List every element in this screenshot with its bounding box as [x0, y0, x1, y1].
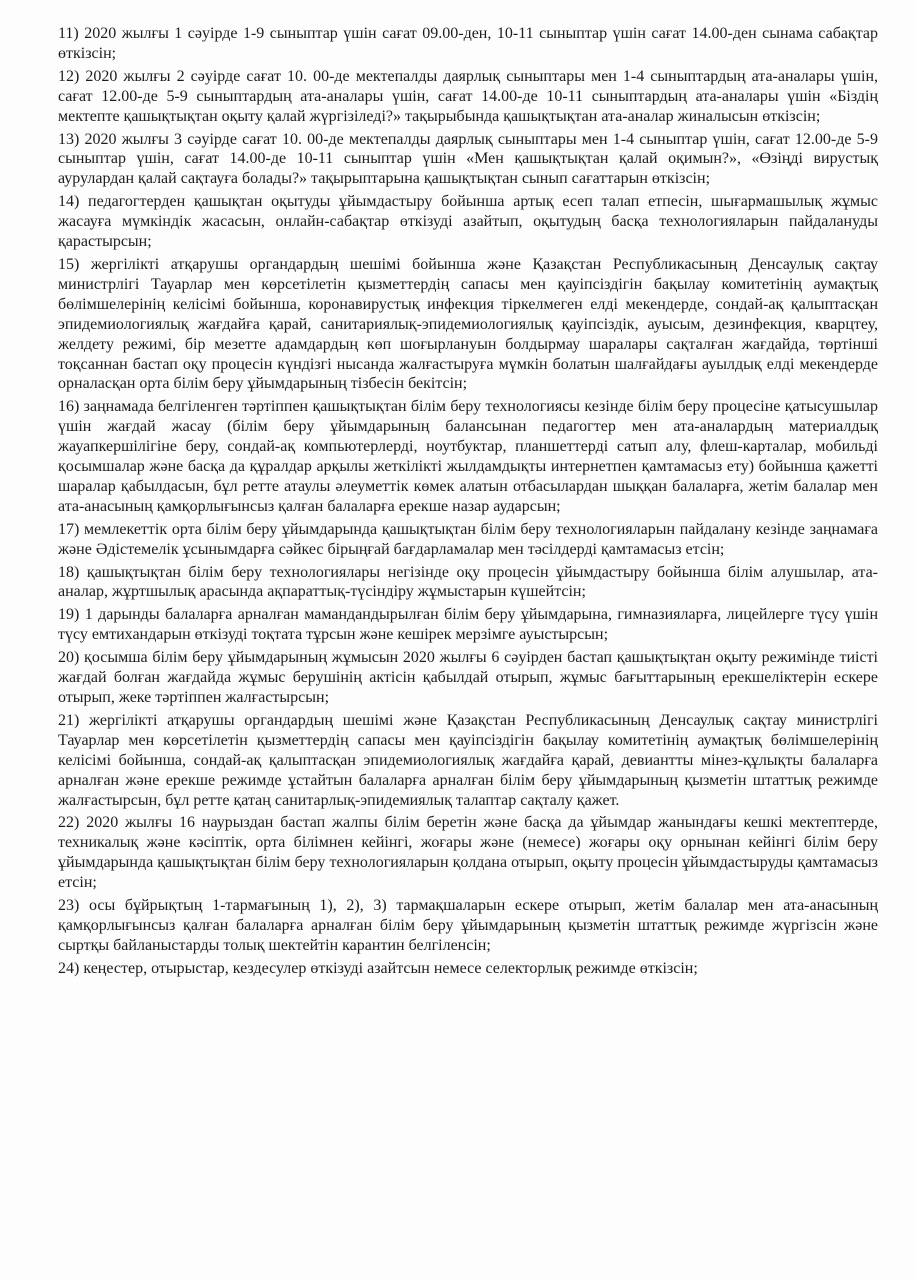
list-item-20: 20) қосымша білім беру ұйымдарының жұмысын 2020 жылғы 6 сәуірден бастап қашықтықтан оқыту режимінде тиісті жағдай болған жағдайда жұмыс берушінің актісін қабылдай отырып, жұмыс бағыттарының ерекшеліктерін ескере отырып, жеке тәртіппен жалғастырсын;: [58, 649, 878, 706]
document-body: [58, 24, 878, 979]
list-item-13: 13) 2020 жылғы 3 сәуірде сағат 10. 00-де мектепалды даярлық сыныптары мен 1-4 сыныптар үшін, сағат 12.00-де 5-9 сыныптар үшін, сағат 14.00-де 10-11 сыныптар үшін «Мен қашықтықтан қалай оқимын?», «Өзіңді вирустық аурулардан қалай сақтауға болады?» тақырыптарына қашықтықтан сынып сағаттарын өткізсін;: [58, 130, 878, 188]
list-item-23: 23) осы бұйрықтың 1-тармағының 1), 2), 3) тармақшаларын ескере отырып, жетім балалар мен ата-анасының қамқорлығынсыз қалған балаларға арналған білім беру ұйымдарының қызметін штаттық режимде жүргізсін және сыртқы байланыстарды толық шектейтін карантин белгіленсін;: [58, 897, 878, 954]
list-item-14: 14) педагогтерден қашықтан оқытуды ұйымдастыру бойынша артық есеп талап етпесін, шығармашылық жұмыс жасауға мүмкіндік жасасын, онлайн-сабақтар өткізуді азайтып, оқытудың басқа технологияларын пайдалануды қарастырсын;: [58, 193, 878, 251]
list-item-12: 12) 2020 жылғы 2 сәуірде сағат 10. 00-де мектепалды даярлық сыныптары мен 1-4 сыныптардың ата-аналары үшін, сағат 12.00-де 5-9 сыныптардың ата-аналары үшін, сағат 14.00-де 10-11 сыныптардың ата-аналары үшін «Біздің мектепте қашықтықтан оқыту қалай жүргізіледі?» тақырыбында қашықтықтан ата-аналар жиналысын өткізсін;: [58, 67, 878, 125]
list-item-22: 22) 2020 жылғы 16 наурыздан бастап жалпы білім беретін және басқа да ұйымдар жанындағы кешкі мектептерде, техникалық және кәсіптік, орта білімнен кейінгі, жоғары және (немесе) жоғары оқу орнынан кейінгі білім беру ұйымдарында қашықтықтан білім беру технологияларын қолдана отырып, оқыту процесін ұйымдастыруды қамтамасыз етсін;: [58, 814, 878, 892]
list-item-24: 24) кеңестер, отырыстар, кездесулер өткізуді азайтсын немесе селекторлық режимде өткізсін;: [58, 959, 698, 977]
list-item-17: 17) мемлекеттік орта білім беру ұйымдарында қашықтықтан білім беру технологияларын пайдалану кезінде заңнамаға және Әдістемелік ұсынымдарға сәйкес бірыңғай бағдарламалар мен тәсілдерді қамтамасыз етсін;: [58, 520, 878, 558]
list-item-21: 21) жергілікті атқарушы органдардың шешімі және Қазақстан Республикасының Денсаулық сақтау министрлігі Тауарлар мен көрсетілетін қызметтердің сапасы мен қауіпсіздігін бақылау комитетінің аумақтық бөлімшелерінің келісімі бойынша, сондай-ақ қалыптасқан эпидемиологиялық жағдайға қарай, девиантты мінез-құлықты балаларға арналған және ерекше режимде ұстайтын балаларға арналған білім беру ұйымдарының қызметін штаттық режимде жалғастырсын, бұл ретте қатаң санитарлық-эпидемиялық талаптар сақталу қажет.: [58, 711, 878, 809]
list-item-18: 18) қашықтықтан білім беру технологиялары негізінде оқу процесін ұйымдастыру бойынша білім алушылар, ата-аналар, жұртшылық арасында ақпараттық-түсіндіру жұмыстарын күшейтсін;: [58, 563, 878, 601]
list-item-15: 15) жергілікті атқарушы органдардың шешімі бойынша және Қазақстан Республикасының Денсаулық сақтау министрлігі Тауарлар мен көрсетілетін қызметтердің сапасы мен қауіпсіздігін бақылау комитетінің аумақтық бөлімшелерінің келісімі бойынша, коронавирустық инфекция тіркелмеген елді мекендерде, сондай-ақ қалыптасқан эпидемиологиялық жағдайға қарай, санитариялық-эпидемиологиялық қауіпсіздік, ауысым, дезинфекция, кварцтеу, желдету режимі, бір мезетте адамдардың көп шоғырлануын болдырмау шаралары сақталған жағдайда, төртінші тоқсаннан бастап оқу процесін күндізгі нысанда жалғастыруға мүмкін болатын шалғайдағы ауылдық елді мекендерде орналасқан орта білім беру ұйымдарының тізбесін бекітсін;: [58, 255, 878, 393]
list-item-19: 19) 1 дарынды балаларға арналған мамандандырылған білім беру ұйымдарына, гимназияларға, лицейлерге түсу үшін түсу емтихандарын өткізуді тоқтата тұрсын және кешірек мерзімге ауыстырсын;: [58, 606, 878, 644]
list-item-16: 16) заңнамада белгіленген тәртіппен қашықтықтан білім беру технологиясы кезінде білім беру процесіне қатысушылар үшін жағдай жасау (білім беру ұйымдарының балансынан педагогтер мен ата-аналардың материалдық жауапкершілігіне беру, сондай-ақ компьютерлерді, ноутбуктар, планшеттерді сатып алу, флеш-карталар, мобильді қосымшалар және басқа да құралдар арқылы жеткілікті жылдамдықты интернетпен қамтамасыз ету) бойынша қажетті шаралар қабылдасын, бұл ретте атаулы әлеуметтік көмек алатын отбасылардан шыққан балаларға, жетім балалар мен ата-анасының қамқорлығынсыз қалған балаларға ерекше назар аударсын;: [58, 398, 878, 515]
list-item-11: 11) 2020 жылғы 1 сәуірде 1-9 сыныптар үшін сағат 09.00-ден, 10-11 сыныптар үшін сағат 14.00-ден сынама сабақтар өткізсін;: [58, 25, 878, 62]
